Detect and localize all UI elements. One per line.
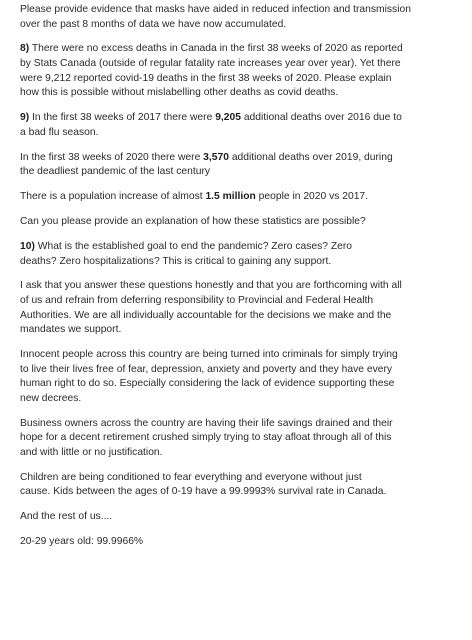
text-line: a bad flu season.: [20, 126, 99, 138]
paragraph-question-8: [20, 42, 464, 100]
text-run: There is a population increase of almost: [20, 191, 206, 203]
text-line: human right to do so. Especially considering the lack of evidence supporting these: [20, 378, 395, 390]
text-line: 20-29 years old: 99.9966%: [20, 536, 144, 548]
text-line: by Stats Canada (outside of regular fatality rate increases year over year). Yet there: [20, 58, 401, 70]
text-line: Authorities. We are all individually accountable for the decisions we make and the: [20, 309, 392, 321]
text-run: people in 2020 vs 2017.: [255, 191, 369, 203]
text-line: And the rest of us....: [20, 511, 113, 523]
question-number: 10): [20, 240, 35, 252]
paragraph-business-owners: [20, 417, 464, 461]
text-line: mandates we support.: [20, 324, 122, 336]
text-line: and with little or no justification.: [20, 446, 163, 458]
text-line: I ask that you answer these questions honestly and that you are forthcoming with all: [20, 280, 402, 292]
text-line: [20, 190, 464, 205]
text-run: additional deaths over 2016 due to: [240, 112, 402, 124]
text-line: Business owners across the country are having their life savings drained and their: [20, 417, 393, 429]
text-run: additional deaths over 2019, during: [228, 151, 393, 163]
question-number: 9): [20, 112, 30, 124]
text-run: In the first 38 weeks of 2017 there were: [29, 112, 216, 124]
text-line: [20, 111, 464, 126]
paragraph-explanation-request: [20, 215, 464, 230]
text-line: Children are being conditioned to fear everything and everyone without just: [20, 471, 362, 483]
paragraph-question-10: [20, 240, 464, 269]
text-line: hope for a decent retirement crushed simply trying to stay afloat through all of this: [20, 432, 392, 444]
text-line: cause. Kids between the ages of 0-19 have a 99.9993% survival rate in Canada.: [20, 486, 387, 498]
text-line: of us and refrain from deferring responsibility to Provincial and Federal Health: [20, 294, 374, 306]
emphasis-number: 9,205: [215, 112, 241, 124]
text-line: [20, 42, 464, 57]
text-line: how this is possible without mislabelling other deaths as covid deaths.: [20, 87, 339, 99]
emphasis-number: 1.5 million: [205, 191, 256, 203]
text-line: to live their lives free of fear, depression, anxiety and poverty and they have every: [20, 363, 393, 375]
paragraph-accountability: [20, 279, 464, 337]
text-line: were 9,212 reported covid-19 deaths in the first 38 weeks of 2020. Please explain: [20, 72, 392, 84]
paragraph-age-20-29: [20, 535, 464, 550]
text-line: Can you please provide an explanation of how these statistics are possible?: [20, 216, 366, 228]
paragraph-2020-deaths: [20, 151, 464, 180]
paragraph-masks-evidence: [20, 3, 464, 32]
text-run: What is the established goal to end the pandemic? Zero cases? Zero: [34, 240, 352, 252]
text-run: In the first 38 weeks of 2020 there were: [20, 151, 204, 163]
paragraph-question-9: [20, 111, 464, 140]
paragraph-rest-of-us: [20, 510, 464, 525]
question-number: 8): [20, 43, 30, 55]
emphasis-number: 3,570: [203, 151, 229, 163]
text-line: the deadliest pandemic of the last century: [20, 166, 211, 178]
paragraph-population: [20, 190, 464, 205]
text-line: deaths? Zero hospitalizations? This is critical to gaining any support.: [20, 255, 332, 267]
text-line: Please provide evidence that masks have aided in reduced infection and transmission: [20, 4, 411, 15]
text-line: over the past 8 months of data we have now accumulated.: [20, 18, 287, 30]
text-line: [20, 151, 464, 166]
text-line: Innocent people across this country are being turned into criminals for simply trying: [20, 349, 398, 361]
text-line: new decrees.: [20, 392, 82, 404]
paragraph-children: [20, 471, 464, 500]
text-run: There were no excess deaths in Canada in the first 38 weeks of 2020 as reported: [29, 43, 403, 55]
text-line: [20, 240, 464, 255]
paragraph-innocent-people: [20, 348, 464, 406]
